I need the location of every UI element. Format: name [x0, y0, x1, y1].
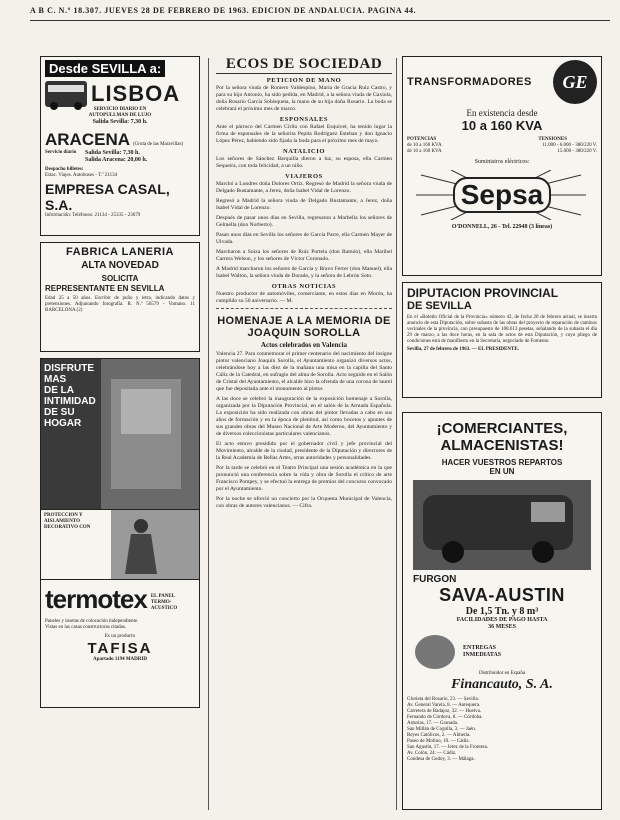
mascot-icon — [415, 635, 455, 669]
sorolla-body-1: Valencia 27. Para conmemorar el primer centenario del nacimiento del insigne pintor valenciano Joaquín Sorolla, el Ayuntamiento organizó diversos actos, celebrándose hoy a las diez de la mañana una misa en la capilla del Santo Cáliz de la Catedral, en sufragio del alma de Sorolla. Acto seguido en el Salón de Cristal del Ayuntamiento, el alcalde hizo la ofrenda de una corona de laurel que fue depositada ante el monumento al pintor. — [216, 351, 392, 392]
natalicio-head: NATALICIO — [283, 148, 325, 155]
comerciantes-line: ¡COMERCIANTES, — [436, 420, 568, 437]
column-rule-1 — [208, 58, 209, 810]
address-1: Glorieta del Rosario, 23. — Sevilla. — [407, 697, 479, 702]
otras-noticias-head: OTRAS NOTICIAS — [271, 283, 337, 290]
transformadores-title: TRANSFORMADORES — [407, 76, 532, 88]
furgon-label: FURGON — [413, 574, 457, 585]
paragraph-5: Regresó a Madrid la señora viuda de Delgado Bustamante, a Jerez, doña Isabel Vidal de Lorenzo. — [216, 198, 392, 211]
termotex-foot-2: Vistas en las casas constructoras citadas. — [45, 625, 127, 630]
middle-column — [216, 56, 392, 513]
sorolla-body-3: El acto estuvo presidido por el gobernador civil y jefe provincial del Movimiento, alcalde de la ciudad, presidente de la Diputación y directores de la Real Academia de Bellas Artes, otras autoridades y personalidades. — [216, 441, 392, 461]
van-illustration — [413, 480, 591, 570]
stock-range: 10 a 160 KVA — [461, 118, 543, 133]
paragraph-9: A Madrid marcharon los señores de García y Bravo Ferrer (don Manuel), ella Isabel Walton, la señora viuda de Dorado, y la señora de Lebrón Soto. — [216, 266, 392, 279]
sorolla-body-5: Por la noche se ofreció un concierto por la Orquesta Municipal de Valencia, con obras de autores valencianos. — Cifra. — [216, 496, 392, 509]
termotex-foot-1: Paneles y losetas de colocación independiente. — [45, 619, 139, 624]
address-11: Condesa de Godoy, 3. — Málaga. — [407, 757, 475, 762]
separator — [216, 308, 392, 309]
row1-potencia: de 10 a 160 KVA — [407, 143, 442, 148]
actos-subhead: Actos celebrados en Valencia — [260, 341, 348, 349]
address-2: Av. General Varela, 8. — Antequera. — [407, 703, 481, 708]
sepsa-address: O'DONNELL, 26 - Tel. 22948 (3 líneas) — [451, 224, 553, 230]
address-7: Reyes Católicos, 2. — Almería. — [407, 733, 471, 738]
almacenistas-line: ALMACENISTAS! — [440, 437, 564, 454]
diputacion-date: Sevilla, 27 de febrero de 1963. — EL PRESIDENTE. — [407, 347, 519, 352]
ad-line-desde: Desde SEVILLA a: — [45, 60, 165, 77]
proteccion-line-1: PROTECCION Y — [44, 513, 83, 518]
disfrute-line-2: MAS — [44, 374, 67, 385]
left-column — [40, 56, 200, 714]
suministros-line: Suministros eléctricos: — [474, 159, 530, 165]
es-producto: Es un producto — [104, 634, 136, 639]
bus-icon — [45, 81, 87, 107]
telefonos-line: Información: Teléfonos: 21134 - 25335 - 23679 — [45, 213, 141, 218]
address-9: San Agustín, 17. — Jerez de la Frontera. — [407, 745, 489, 750]
row2-tension: 15.000 - 380/220 V. — [557, 149, 597, 154]
tafisa-address: Apartado 1194 MADRID — [93, 657, 147, 662]
aracena-note: (Gruta de las Maravillas) — [133, 142, 184, 147]
entregas-1: ENTREGAS — [463, 645, 497, 651]
sorolla-body-4: Por la tarde se celebró en el Teatro Principal una sesión académica en la que pronunció una conferencia sobre la vida y obra de Sorolla el crítico de arte Francisco Pompey, y se efectuó la entrega de premios del concurso convocado por el Ayuntamiento. — [216, 465, 392, 492]
representante-label: REPRESENTANTE EN SEVILLA — [45, 284, 165, 293]
diputacion-sevilla: DE SEVILLA — [407, 300, 472, 312]
disfrute-panel — [41, 359, 101, 509]
salida-sevilla: Salida Sevilla: 7,30 h. — [85, 150, 140, 156]
alta-novedad: ALTA NOVEDAD — [81, 260, 159, 271]
termotex-sub-1: EL PANEL — [150, 594, 176, 599]
row2-potencia: de 10 a 160 KVA — [407, 149, 442, 154]
sava-brand: SAVA-AUSTIN — [439, 585, 565, 605]
sorolla-body-2: A las doce se celebró la inauguración de la exposición homenaje a Sorolla, organizada por la Diputación Provincial, en el salón de la Armada Española. La exposición ha sido realizada con obras del pintor llevadas a cabo en sus años de formación y en la época de plenitud, así como bocetos y apuntes de sus grandes obras del Museo Nacional de Arte Moderno, del Ayuntamiento y de diversos coleccionistas particulares valencianos. — [216, 396, 392, 437]
natalicio-body: Los señores de Sánchez Barquilla dieron a luz, su esposa, ella Carmen Sequeira, con toda felicidad, a un niño. — [216, 156, 392, 169]
fabrica-title: FABRICA LANERIA — [66, 246, 174, 258]
solicita-label: SOLICITA — [101, 274, 139, 283]
tensiones-label: TENSIONES — [538, 137, 567, 142]
viajeros-body: Marchó a Londres doña Dolores Ortiz. Regresó de Madrid la señora viuda de Delgado Bustamante, a Jerez, doña Isabel Vidal de Lorenzo. — [216, 181, 392, 194]
service-line-2: AUTOPULLMAN DE LUJO — [88, 113, 152, 118]
diputacion-body: En el «Boletín Oficial de la Provincia» número 42, de fecha 20 de febrero actual, se inserta anuncio de esta Diputación, sobre subasta de las obras del proyecto de reparación de caminos vecinales de la provincia, con presupuesto de 108.613 pesetas, señalando de la subasta el día 29 de marzo, a las doce horas, en la sala de actos de esta Diputación, y cuyo pliego de condiciones está de manifiesto en la Secretaría, negociado de Fomento. — [407, 315, 597, 344]
row1-tension: 11.000 - 6.000 - 380/220 V. — [542, 143, 597, 148]
potencias-label: POTENCIAS — [407, 137, 437, 142]
sepsa-brand: Sepsa — [453, 177, 552, 213]
disfrute-line-4: INTIMIDAD — [44, 396, 96, 407]
address-8: Paseo de Molino, 10. — Cádiz. — [407, 739, 470, 744]
facilidades-2: 36 MESES — [488, 624, 516, 630]
salida-aracena: Salida Aracena: 20,00 h. — [85, 157, 148, 163]
woman-icon — [111, 510, 197, 578]
service-line-1: SERVICIO DIARIO EN — [93, 107, 147, 112]
disfrute-line-3: DE LA — [44, 385, 74, 396]
column-rule-2 — [396, 58, 397, 810]
ecos-title: ECOS DE SOCIEDAD — [216, 56, 392, 74]
paragraph-6: Después de pasar unos días en Sevilla, regresaron a Marbella los señores de Gelmella (don Norberto). — [216, 215, 392, 228]
fabrica-body: Edad 25 a 50 años. Escribir de puño y letra, indicando datos y pretensiones. Adjuntando fotografía. R. N.º 56579 - Vomano. 11 BARCELONA (2) — [45, 296, 195, 313]
facilidades-1: FACILIDADES DE PAGO HASTA — [456, 617, 548, 623]
tafisa-brand: TAFISA — [87, 640, 153, 657]
proteccion-block — [41, 510, 111, 579]
diputacion-ad — [402, 282, 602, 398]
termotex-brand: termotex — [45, 584, 147, 614]
termotex-ad — [40, 358, 200, 708]
woman-illustration — [111, 510, 199, 579]
distribuidor: Distribuidor en España — [478, 671, 526, 676]
lisboa-heading: LISBOA — [91, 81, 181, 106]
address-4: Fernando de Córdova, 8. — Córdoba. — [407, 715, 483, 720]
despacho-label: Despacho billetes: — [45, 167, 84, 172]
page-header: A B C. N.º 18.307. JUEVES 28 DE FEBRERO DE 1963. EDICION DE ANDALUCIA. PAGINA 44. — [30, 6, 417, 15]
proteccion-line-2: AISLAMIENTO — [44, 519, 81, 524]
right-column — [402, 56, 602, 816]
diputacion-title: DIPUTACION PROVINCIAL — [407, 286, 559, 300]
stock-line: En existencia desde — [466, 108, 538, 118]
peticion-body: Por la señora viuda de Romero Valdespino, María de Gracia Ruiz Castro, y para su hijo Antonio, ha sido pedida, en Madrid, a la señora viuda de Gaxiola, doña Rosario García Sobisqueta, la mano de su hija doña Rosario. La boda se celebrará el próximo mes de marzo. — [216, 85, 392, 112]
financauto-brand: Financauto, S. A. — [451, 677, 553, 692]
address-3: Carretera de Badajoz, 32. — Huelva. — [407, 709, 482, 714]
esponsales-head: ESPONSALES — [279, 116, 329, 123]
bus-service-ad — [40, 56, 200, 236]
estacion-line: Estac. Viajes. Autobuses - T.º 21134 — [45, 173, 118, 178]
esponsales-body: Ante el párroco del Carmen Cirilo con Rafael Esquivel, ha tenido lugar la firma de esponsales de la señorita Pepita Rodríguez Esteban y don Ignacio López Pérez, habiendo sido fijada la boda para el próximo mes de mayo. — [216, 124, 392, 144]
sava-austin-ad — [402, 412, 602, 810]
servicio-diario: Servicio diario — [45, 150, 77, 155]
disfrute-line-6: HOGAR — [44, 418, 82, 429]
salida-lisboa: Salida Sevilla: 7,30 h. — [92, 119, 148, 125]
otras-noticias-body: Nuestro productor de automóviles, comerciante, en estos días en Morón, ha cumplido su 50 aniversario. — M. — [216, 291, 392, 304]
header-rule — [30, 20, 610, 21]
paragraph-7: Pasan unos días en Sevilla los señores de García Parre, ella Carmen Mayer de Ulvada. — [216, 232, 392, 245]
disfrute-line-1: DISFRUTE — [44, 363, 94, 374]
fabrica-laneria-ad — [40, 242, 200, 352]
disfrute-line-5: DE SU — [44, 407, 75, 418]
en-un-line: EN UN — [489, 467, 515, 476]
peticion-head: PETICION DE MANO — [266, 77, 342, 84]
interior-photo — [101, 359, 199, 509]
tonelaje: De 1,5 Tn. y 8 m³ — [465, 606, 539, 617]
entregas-2: INMEDIATAS — [463, 652, 502, 658]
homenaje-headline: HOMENAJE A LA MEMORIA DE JOAQUIN SOROLLA — [217, 315, 391, 339]
aracena-heading: ARACENA — [45, 130, 130, 149]
empresa-casal: EMPRESA CASAL, S.A. — [45, 181, 170, 213]
paragraph-8: Marcharon a Suiza los señores de Ruiz Portela (don Ramón), ella Maribel Carrera Welson, y los señores de Víctor Coronado. — [216, 249, 392, 262]
van-icon — [413, 480, 589, 570]
address-6: San Millán de Cogolla, 3. — Jaén. — [407, 727, 477, 732]
repartos-line: HACER VUESTROS REPARTOS — [441, 458, 563, 467]
proteccion-line-3: DECORATIVO CON — [44, 525, 91, 530]
transformadores-ad — [402, 56, 602, 276]
viajeros-head: VIAJEROS — [285, 173, 323, 180]
address-5: Asturias, 17. — Granada. — [407, 721, 459, 726]
address-10: Av. Colón, 24. — Cádiz. — [407, 751, 457, 756]
termotex-sub-2: TERMO-ACUSTICO — [150, 600, 178, 611]
ge-logo: GE — [553, 60, 597, 104]
